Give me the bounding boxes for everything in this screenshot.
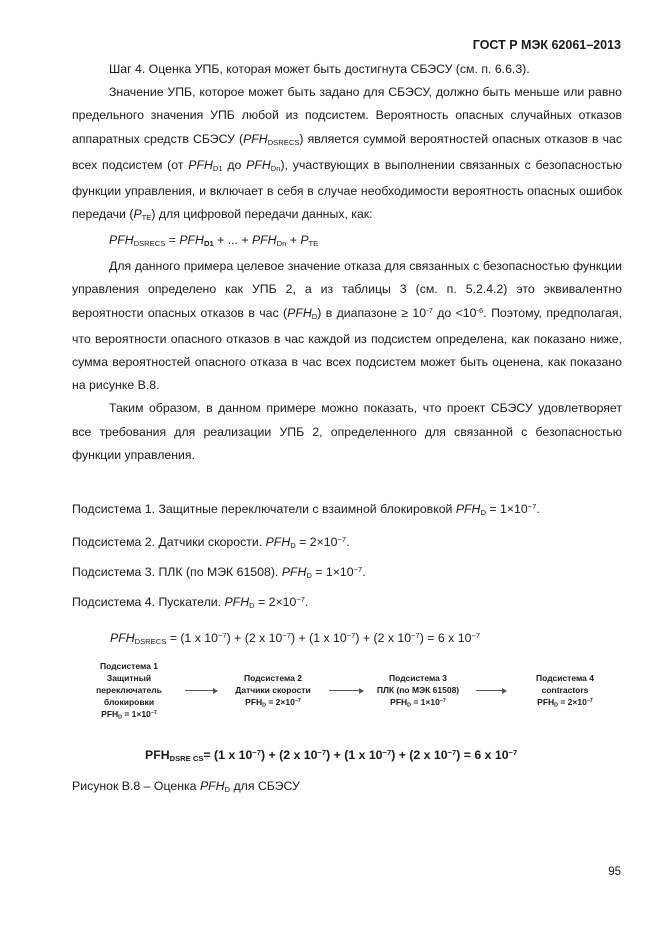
arrow-3-4 <box>476 690 506 691</box>
f1-te: TE <box>308 239 319 249</box>
box1-exp: −7 <box>150 710 157 717</box>
box3-d: D <box>407 702 411 709</box>
box2-line1: Подсистема 2 <box>244 673 302 683</box>
box3-exp: −7 <box>439 698 446 705</box>
box2-pfh-line <box>225 696 321 711</box>
ss2-d: D <box>290 540 296 550</box>
p1-e: ) для цифровой передачи данных, как: <box>151 207 373 222</box>
f3-exp2: −7 <box>317 747 327 757</box>
p1-pfh: PFH <box>243 131 268 146</box>
box2-value: = 2×10 <box>265 697 295 707</box>
f1-p: P <box>300 233 309 248</box>
ss4-end: . <box>305 595 309 609</box>
p1-c: до <box>222 157 247 172</box>
box1-value: = 1×10 <box>121 709 151 719</box>
ss4-exp: −7 <box>296 594 305 604</box>
box2-exp: −7 <box>294 698 301 705</box>
p2-d: D <box>311 311 318 321</box>
f1-mid: + ... + <box>213 233 252 248</box>
box2-line2: Датчики скорости <box>235 685 311 695</box>
page-number: 95 <box>608 866 621 878</box>
ss4-d: D <box>249 600 255 610</box>
f1-pfh-d1: PFH <box>179 233 204 248</box>
f2-t2: ) + (2 x 10 <box>226 631 283 645</box>
subsystem-1-line <box>72 502 540 517</box>
p1-d1: D1 <box>212 163 223 173</box>
ss4-label: Подсистема 4. Пускатели. <box>72 595 225 609</box>
f3-t3: ) + (1 x 10 <box>326 748 383 762</box>
p2-c: до <10 <box>432 305 477 320</box>
box4-value: = 2×10 <box>557 697 587 707</box>
sil-paragraph <box>72 81 622 229</box>
f2-t5: ) = 6 x 10 <box>419 631 472 645</box>
box2-d: D <box>262 702 266 709</box>
box4-line1: Подсистема 4 <box>536 673 594 683</box>
f1-dsrecs: DSRECS <box>133 239 166 249</box>
subsystem-3-line <box>72 565 366 580</box>
f1-pfh: PFH <box>109 233 134 248</box>
caption-b: для СБЭСУ <box>230 779 300 793</box>
p2-b: ) в диапазоне ≥ 10 <box>317 305 427 320</box>
f3-exp3: −7 <box>382 747 392 757</box>
diagram-total-formula <box>145 748 517 763</box>
conclusion-paragraph: Таким образом, в данном примере можно показать, что проект СБЭСУ удовлетворяет все требования для реализации УПБ 2, определенного для связанной с безопасностью функции управления. <box>72 401 622 462</box>
f1-plus: + <box>286 233 301 248</box>
box3-line1: Подсистема 3 <box>389 673 447 683</box>
diagram-box-1 <box>84 660 174 723</box>
box3-value: = 1×10 <box>410 697 440 707</box>
box1-line4: блокировки <box>103 697 155 707</box>
f2-t1: = (1 x 10 <box>166 631 218 645</box>
f2-exp5: −7 <box>471 630 481 640</box>
p1-te: TE <box>141 212 152 222</box>
ss3-pfh: PFH <box>281 565 307 579</box>
f3-dsrecs: DSRE CS <box>169 753 204 763</box>
document-header: ГОСТ Р МЭК 62061–2013 <box>472 38 621 52</box>
ss1-value: = 1×10 <box>485 502 528 516</box>
p1-pfh-d1: PFH <box>188 157 213 172</box>
main-text <box>72 58 622 467</box>
subsystem-4-line <box>72 595 308 610</box>
ss4-value: = 2×10 <box>254 595 297 609</box>
p2-pfh: PFH <box>287 305 312 320</box>
f1-d1: D1 <box>203 239 214 249</box>
ss2-value: = 2×10 <box>295 535 338 549</box>
f1-eq: = <box>165 233 180 248</box>
box4-d: D <box>554 702 558 709</box>
p1-dn: Dn <box>270 163 281 173</box>
ss1-pfh: PFH <box>455 502 481 516</box>
ss2-exp: −7 <box>337 534 347 544</box>
ss1-label: Подсистема 1. Защитные переключатели с взаимной блокировкой <box>72 502 456 516</box>
box4-pfh-line <box>520 696 610 711</box>
p1-d: ), участвующих в выполнении связанных с безопасностью функции управления, и включает в себя в случае необходимости вероятность опасных ошибок передачи ( <box>72 157 622 222</box>
box3-pfh-line <box>366 696 470 711</box>
box1-line1: Подсистема 1 <box>100 661 158 671</box>
diagram-box-2 <box>225 672 321 711</box>
ss2-pfh: PFH <box>265 535 291 549</box>
f2-t3: ) + (1 x 10 <box>291 631 347 645</box>
ss3-d: D <box>306 570 312 580</box>
p1-a: Значение УПБ, которое может быть задано для СБЭСУ, должно быть меньше или равно предельного значения УПБ любой из подсистем. Вероятность опасных случайных отказов аппаратных средств СБЭСУ ( <box>72 85 622 146</box>
p2-e2: -6 <box>476 305 484 315</box>
f2-t4: ) + (2 x 10 <box>355 631 412 645</box>
box1-line2: Защитный <box>106 673 152 683</box>
p2-a: Для данного примера целевое значение отказа для связанных с безопасностью функции управления определено как УПБ 2, а из таблицы 3 (см. п. 5.2.4.2) это эквивалентно вероятности опасных отказов в час ( <box>72 259 622 320</box>
p1-dsrecs: DSRECS <box>267 137 300 147</box>
f3-t4: ) + (2 x 10 <box>391 748 448 762</box>
box4-pfh: PFH <box>537 697 555 707</box>
ss2-label: Подсистема 2. Датчики скорости. <box>72 535 266 549</box>
subsystem-2-line <box>72 535 350 550</box>
f3-pfh: PFH <box>145 748 170 762</box>
box3-line2: ПЛК (по МЭК 61508) <box>376 685 460 695</box>
box1-pfh-line <box>84 708 174 723</box>
ss2-end: . <box>346 535 350 549</box>
ss3-value: = 1×10 <box>311 565 354 579</box>
caption-a: Рисунок В.8 – Оценка <box>72 779 200 793</box>
ss3-end: . <box>362 565 366 579</box>
box1-d: D <box>118 714 122 721</box>
ss3-label: Подсистема 3. ПЛК (по МЭК 61508). <box>72 565 282 579</box>
p1-p: P <box>133 207 142 222</box>
p2-dot: . <box>483 305 487 320</box>
f1-dn: Dn <box>276 239 287 249</box>
ss1-end: . <box>536 502 540 516</box>
box2-pfh: PFH <box>245 697 263 707</box>
box1-pfh: PFH <box>101 709 119 719</box>
box4-exp: −7 <box>586 698 593 705</box>
diagram-box-3 <box>366 672 470 711</box>
f2-pfh: PFH <box>110 631 135 645</box>
arrow-1-2 <box>185 690 217 691</box>
total-formula <box>110 631 480 646</box>
box3-pfh: PFH <box>390 697 408 707</box>
f3-exp4: −7 <box>447 747 457 757</box>
target-paragraph <box>72 255 622 397</box>
diagram-box-4 <box>520 672 610 711</box>
f3-t1: = (1 x 10 <box>203 748 253 762</box>
f3-exp1: −7 <box>252 747 262 757</box>
ss1-d: D <box>480 507 486 517</box>
f1-pfh-dn: PFH <box>251 233 277 248</box>
f2-exp4: −7 <box>411 630 420 640</box>
caption-pfh: PFH <box>199 779 225 793</box>
f2-exp2: −7 <box>282 630 292 640</box>
ss3-exp: −7 <box>353 564 363 574</box>
box1-line3: переключатель <box>96 685 162 695</box>
ss1-exp: −7 <box>527 501 537 511</box>
f2-exp3: −7 <box>346 630 356 640</box>
p1-b: ) является суммой вероятностей опасных отказов в час всех подсистем (от <box>72 131 622 172</box>
ss4-pfh: PFH <box>224 595 250 609</box>
f2-exp1: −7 <box>217 630 227 640</box>
figure-caption <box>72 779 300 794</box>
p2-e1: -7 <box>426 305 433 315</box>
p1-pfh-dn: PFH <box>246 157 271 172</box>
f2-dsrecs: DSRECS <box>134 636 167 646</box>
step-4-paragraph: Шаг 4. Оценка УПБ, которая может быть достигнута СБЭСУ (см. п. 6.6.3). <box>109 62 530 76</box>
box4-line2: contractors <box>541 685 589 695</box>
arrow-2-3 <box>329 690 363 691</box>
caption-d: D <box>224 784 231 794</box>
p2-rest: Поэтому, предполагая, что вероятности опасного отказов в час каждой из подсистем определена, как показано ниже, сумма вероятностей опасного отказа в час всех подсистем может быть оценена, как показано на рисунке В.8. <box>72 305 623 393</box>
f3-t2: ) + (2 x 10 <box>261 748 318 762</box>
f3-t5: ) = 6 x 10 <box>456 748 509 762</box>
sum-formula <box>72 229 622 255</box>
f3-exp5: −7 <box>508 747 518 757</box>
